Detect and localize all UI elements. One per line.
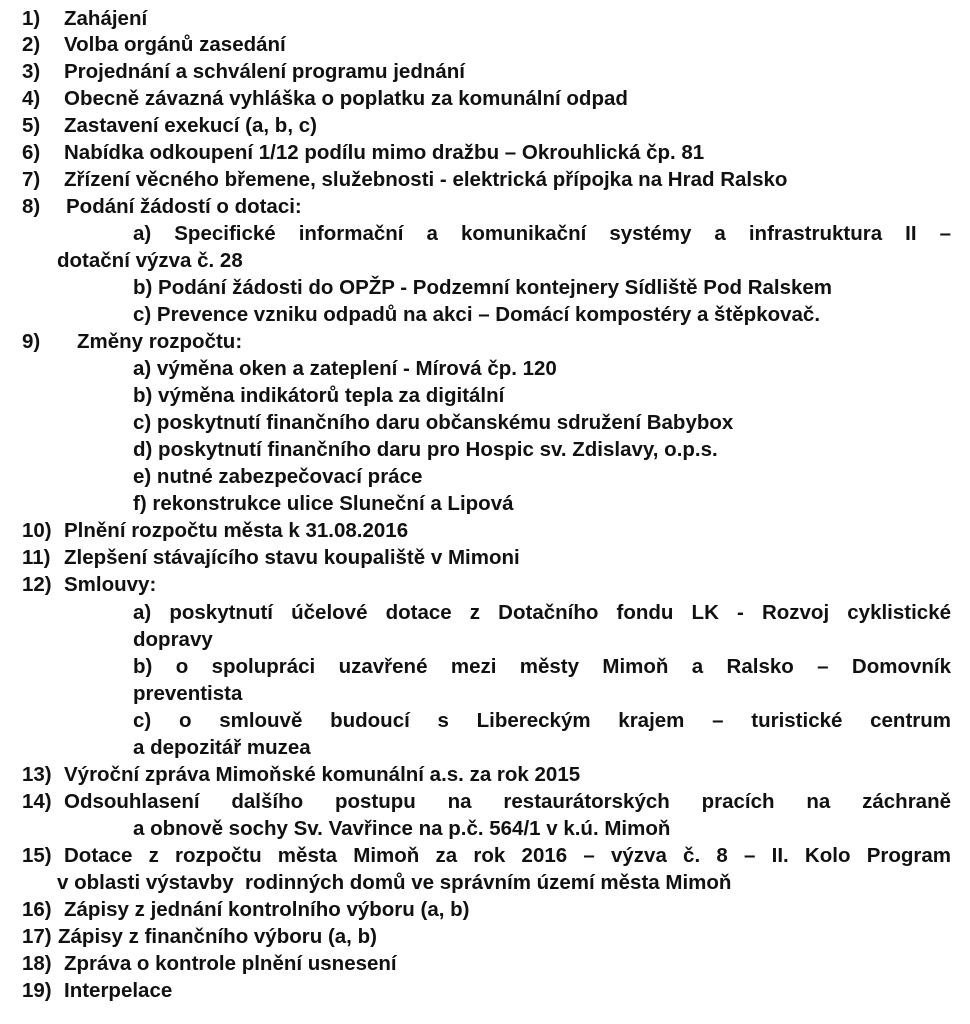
sub-item: c) Prevence vzniku odpadů na akci – Domácí kompostéry a štěpkovač. [133,303,821,326]
item-text: Zápisy z jednání kontrolního výboru (a, b) [64,898,470,921]
agenda-item [22,140,704,165]
agenda-item [22,86,628,111]
sub-item: e) nutné zabezpečovací práce [133,465,423,488]
item-number: 6) [22,141,41,164]
item-text: Zastavení exekucí (a, b, c) [64,114,317,137]
sub-item-continuation: dotační výzva č. 28 [57,249,243,272]
item-number: 19) [22,979,52,1002]
item-text: Odsouhlasení dalšího postupu na restaurátorských pracích na záchraně [64,790,951,813]
item-text: Výroční zpráva Mimoňské komunální a.s. za rok 2015 [64,763,581,786]
item-number: 7) [22,168,41,191]
item-text: Změny rozpočtu: [77,330,243,353]
item-text: Zlepšení stávajícího stavu koupaliště v Mimoni [64,546,520,569]
item-number: 4) [22,87,41,110]
item-number: 16) [22,898,52,921]
agenda-item [22,194,302,219]
item-text-continuation: v oblasti výstavby rodinných domů ve správním území města Mimoň [57,871,732,894]
sub-item: d) poskytnutí finančního daru pro Hospic sv. Zdislavy, o.p.s. [133,438,718,461]
item-text: Projednání a schválení programu jednání [64,60,465,83]
sub-item: b) Podání žádosti do OPŽP - Podzemní kontejnery Sídliště Pod Ralskem [133,276,833,299]
item-number: 2) [22,33,41,56]
agenda-item [22,518,408,543]
agenda-item [22,843,951,868]
agenda-item [22,978,172,1003]
agenda-item [22,924,377,949]
agenda-item [22,951,397,976]
agenda-item [22,572,156,597]
agenda-item [22,6,147,31]
sub-item-continuation: a depozitář muzea [133,736,311,759]
sub-item: a) poskytnutí účelové dotace z Dotačního fondu LK - Rozvoj cyklistické [133,601,951,624]
item-number: 10) [22,519,52,542]
item-number: 18) [22,952,52,975]
sub-item: a) Specifické informační a komunikační systémy a infrastruktura II – [133,222,951,245]
item-text: Volba orgánů zasedání [64,33,286,56]
sub-item: b) o spolupráci uzavřené mezi městy Mimoň a Ralsko – Domovník [133,655,951,678]
agenda-item [22,329,242,354]
agenda-item [22,167,787,192]
item-text: Zpráva o kontrole plnění usnesení [64,952,397,975]
sub-item: a) výměna oken a zateplení - Mírová čp. 120 [133,357,557,380]
agenda-item [22,789,951,814]
item-text: Zápisy z finančního výboru (a, b) [58,925,377,948]
sub-item: c) o smlouvě budoucí s Libereckým krajem – turistické centrum [133,709,951,732]
item-text: Obecně závazná vyhláška o poplatku za komunální odpad [64,87,628,110]
sub-item: c) poskytnutí finančního daru občanskému sdružení Babybox [133,411,734,434]
item-text: Podání žádostí o dotaci: [66,195,302,218]
agenda-item [22,113,317,138]
item-number: 13) [22,763,52,786]
item-number: 15) [22,844,52,867]
sub-item-continuation: preventista [133,682,243,705]
sub-item-continuation: dopravy [133,628,213,651]
item-number: 17) [22,925,52,948]
agenda-item [22,897,469,922]
item-number: 5) [22,114,41,137]
item-text-continuation: a obnově sochy Sv. Vavřince na p.č. 564/1 v k.ú. Mimoň [133,817,671,840]
item-number: 14) [22,790,52,813]
sub-item: f) rekonstrukce ulice Sluneční a Lipová [133,492,514,515]
item-text: Zahájení [64,7,148,30]
item-text: Plnění rozpočtu města k 31.08.2016 [64,519,409,542]
sub-item: b) výměna indikátorů tepla za digitální [133,384,505,407]
item-text: Dotace z rozpočtu města Mimoň za rok 2016 – výzva č. 8 – II. Kolo Program [64,844,951,867]
item-text: Interpelace [64,979,173,1002]
item-number: 12) [22,573,52,596]
item-text: Zřízení věcného břemene, služebnosti - elektrická přípojka na Hrad Ralsko [64,168,788,191]
item-number: 1) [22,7,41,30]
item-number: 9) [22,330,41,353]
item-text: Smlouvy: [64,573,157,596]
item-number: 11) [22,546,51,569]
agenda-item [22,545,520,570]
item-number: 3) [22,60,41,83]
agenda-item [22,762,580,787]
agenda-item [22,32,286,57]
agenda-item [22,59,465,84]
item-number: 8) [22,195,41,218]
item-text: Nabídka odkoupení 1/12 podílu mimo dražbu – Okrouhlická čp. 81 [64,141,705,164]
